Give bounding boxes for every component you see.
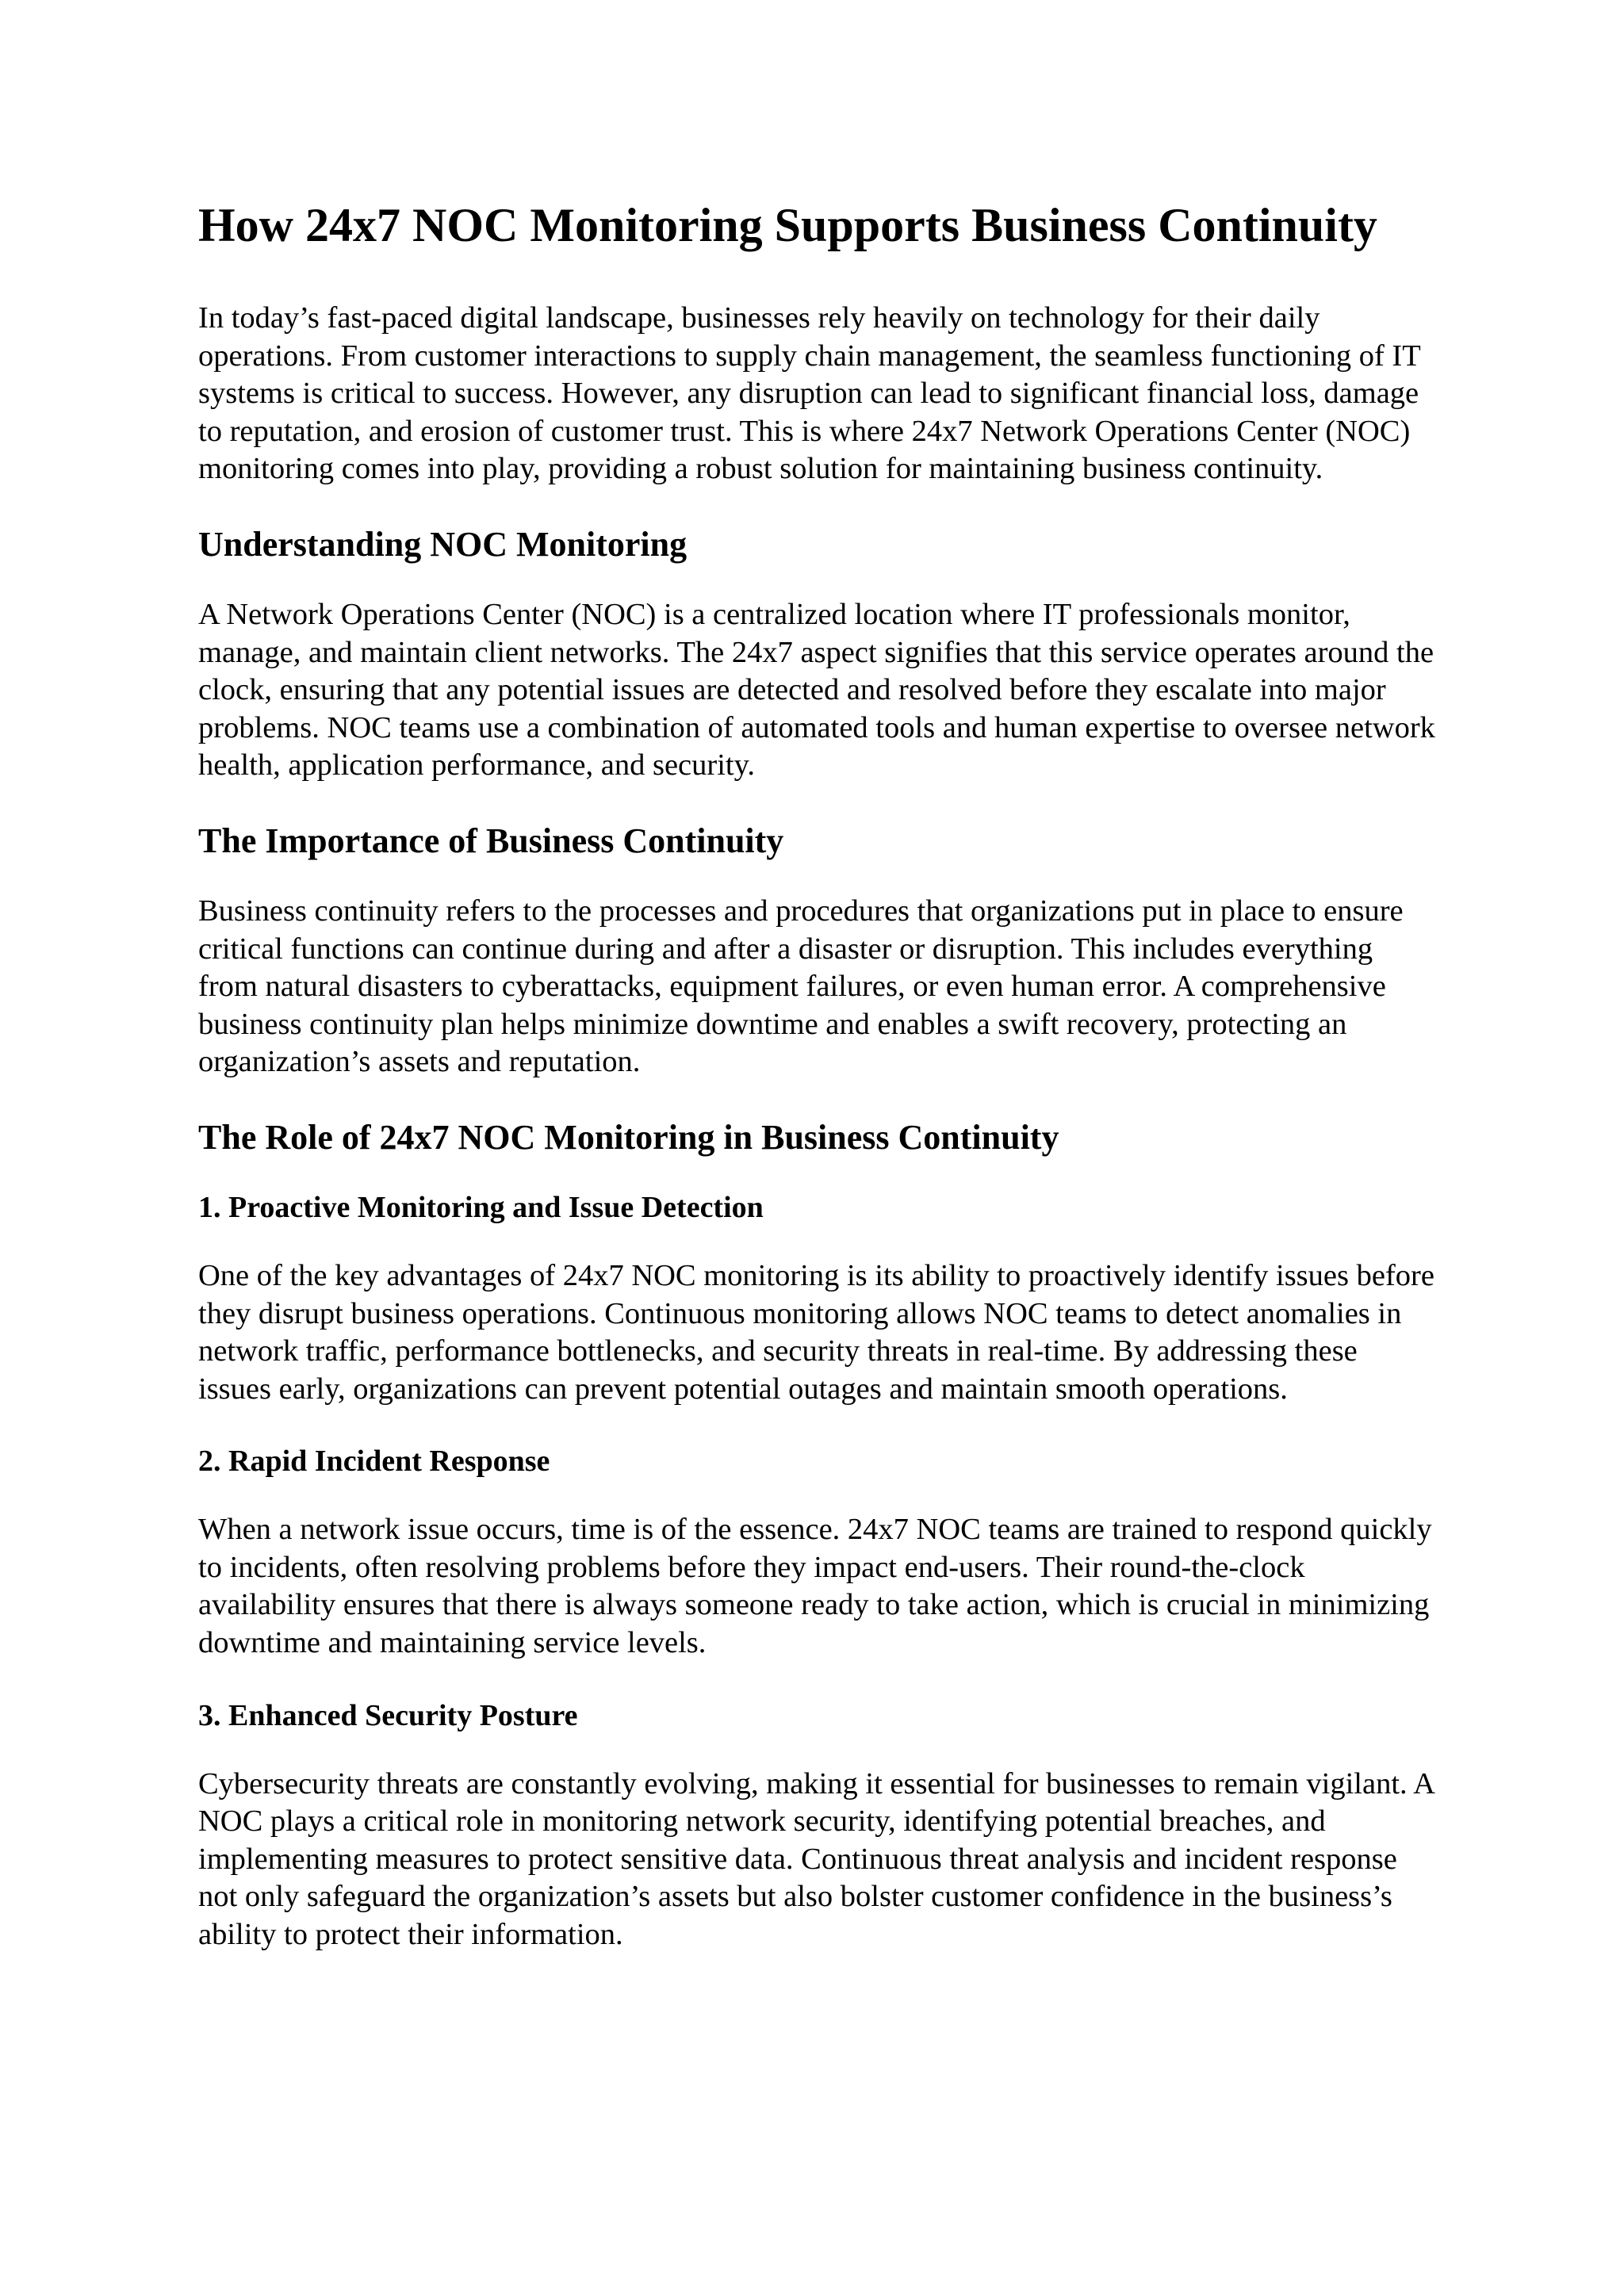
subsection-heading-rapid-response: 2. Rapid Incident Response — [198, 1445, 550, 1479]
section-heading-understanding-noc: Understanding NOC Monitoring — [198, 524, 688, 564]
subsection-body-proactive-monitoring: One of the key advantages of 24x7 NOC monitoring is its ability to proactively identify issues before they disrupt business operations. Continuous monitoring allows NOC teams to detect anomalies in network traffic, performance bottlenecks, and security threats in real-time. By addressing these issues early, organizations can prevent potential outages and maintain smooth operations. — [198, 1258, 1434, 1406]
page-title: How 24x7 NOC Monitoring Supports Business Continuity — [198, 199, 1377, 251]
subsection-heading-proactive-monitoring: 1. Proactive Monitoring and Issue Detection — [198, 1190, 764, 1224]
intro-paragraph: In today’s fast-paced digital landscape, businesses rely heavily on technology for their daily operations. From customer interactions to supply chain management, the seamless functioning of IT systems is critical to success. However, any disruption can lead to significant financial loss, damage to reputation, and erosion of customer trust. This is where 24x7 Network Operations Center (NOC) monitoring comes into play, providing a robust solution for maintaining business continuity. — [198, 301, 1421, 486]
section-body-understanding-noc: A Network Operations Center (NOC) is a centralized location where IT professionals monitor, manage, and maintain client networks. The 24x7 aspect signifies that this service operates around the clock, ensuring that any potential issues are detected and resolved before they escalate into major problems. NOC teams use a combination of automated tools and human expertise to oversee network health, application performance, and security. — [198, 597, 1435, 783]
section-body-business-continuity: Business continuity refers to the processes and procedures that organizations put in place to ensure critical functions can continue during and after a disaster or disruption. This includes everything from natural disasters to cyberattacks, equipment failures, or even human error. A comprehensive business continuity plan helps minimize downtime and enables a swift recovery, protecting an organization’s assets and reputation. — [198, 894, 1404, 1079]
subsection-heading-security-posture: 3. Enhanced Security Posture — [198, 1698, 578, 1732]
subsection-body-security-posture: Cybersecurity threats are constantly evolving, making it essential for businesses to remain vigilant. A NOC plays a critical role in monitoring network security, identifying potential breaches, and implementing measures to protect sensitive data. Continuous threat analysis and incident response not only safeguard the organization’s assets but also bolster customer confidence in the business’s ability to protect their information. — [198, 1766, 1434, 1952]
document-page — [198, 197, 1435, 1989]
subsection-body-rapid-response: When a network issue occurs, time is of the essence. 24x7 NOC teams are trained to respond quickly to incidents, often resolving problems before they impact end-users. Their round-the-clock availability ensures that there is always someone ready to take action, which is crucial in minimizing downtime and maintaining service levels. — [198, 1513, 1432, 1660]
section-heading-business-continuity: The Importance of Business Continuity — [198, 821, 784, 860]
section-heading-role-of-noc: The Role of 24x7 NOC Monitoring in Business Continuity — [198, 1117, 1059, 1157]
